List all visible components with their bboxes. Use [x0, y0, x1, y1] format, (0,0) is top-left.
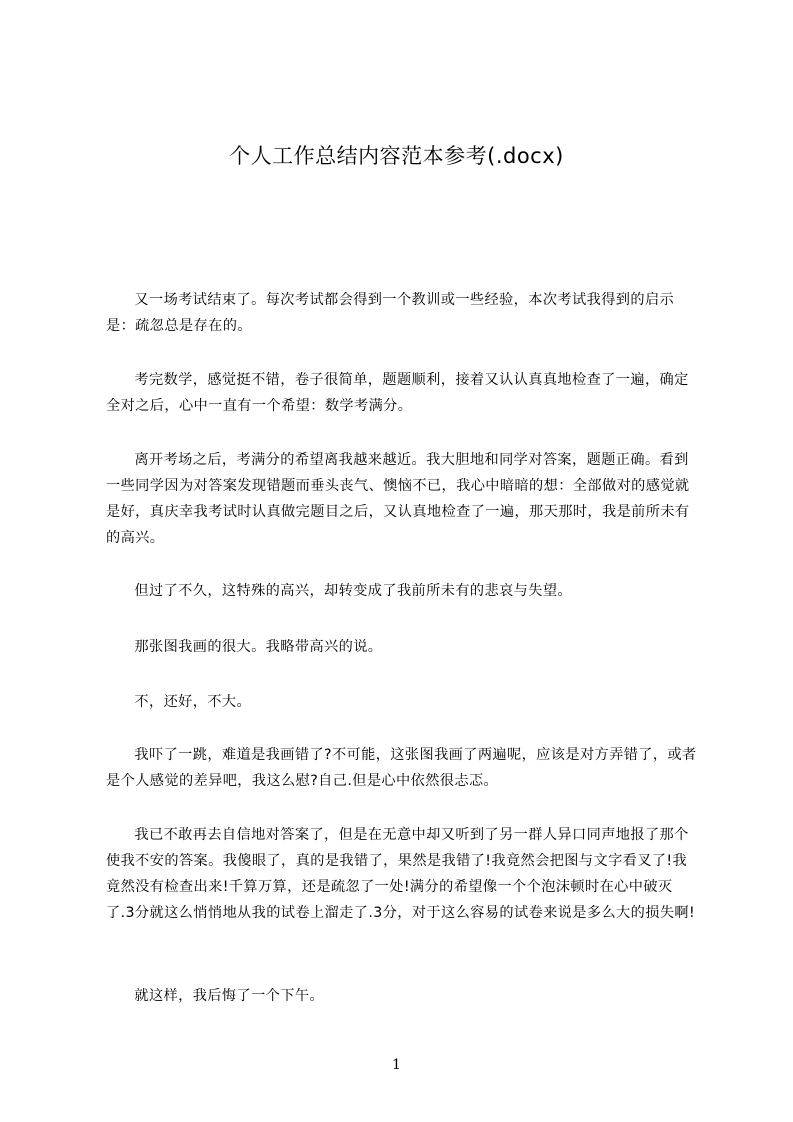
paragraph-text: 我已不敢再去自信地对答案了，但是在无意中却又听到了另一群人异口同声地报了那个使我不安的答案。我傻眼了，真的是我错了，果然是我错了!我竟然会把图与文字看叉了!我竟然没有检查出来!千算万算，还是疏忽了一处!满分的希望像一个个泡沫顿时在心中破灭了.3分就这么悄悄地从我的试卷上溜走了.3分，对于这么容易的试卷来说是多么大的损失啊! [106, 827, 696, 921]
document-title: 个人工作总结内容范本参考(.docx) [229, 144, 564, 168]
paragraph-text: 离开考场之后，考满分的希望离我越来越近。我大胆地和同学对答案，题题正确。看到一些同学因为对答案发现错题而垂头丧气、懊恼不已，我心中暗暗的想：全部做对的感觉就是好，真庆幸我考试时认真做完题目之后，又认真地检查了一遍，那天那时，我是前所未有的高兴。 [106, 452, 690, 546]
paragraph [106, 578, 698, 604]
paragraph [106, 983, 698, 1009]
paragraph [106, 287, 698, 339]
paragraph-text: 不，还好，不大。 [134, 694, 252, 710]
paragraph [106, 822, 698, 926]
paragraph-text: 考完数学，感觉挺不错，卷子很简单，题题顺利，接着又认认真真地检查了一遍，确定全对之后，心中一直有一个希望：数学考满分。 [106, 372, 689, 414]
paragraph [106, 689, 698, 715]
paragraph [106, 367, 698, 419]
paragraph-text: 我吓了一跳，难道是我画错了?不可能，这张图我画了两遍呢，应该是对方弄错了，或者是个人感觉的差异吧，我这么慰?自己.但是心中依然很忐忑。 [106, 747, 697, 789]
paragraph [106, 742, 698, 794]
paragraph-text: 又一场考试结束了。每次考试都会得到一个教训或一些经验，本次考试我得到的启示是：疏忽总是存在的。 [106, 292, 675, 334]
paragraph-text: 但过了不久，这特殊的高兴，却转变成了我前所未有的悲哀与失望。 [134, 583, 573, 599]
page-number: 1 [392, 1057, 401, 1073]
paragraph-text: 就这样，我后悔了一个下午。 [134, 988, 325, 1004]
paragraph-text: 那张图我画的很大。我略带高兴的说。 [134, 639, 383, 655]
paragraph [106, 634, 698, 660]
paragraph [106, 447, 698, 551]
